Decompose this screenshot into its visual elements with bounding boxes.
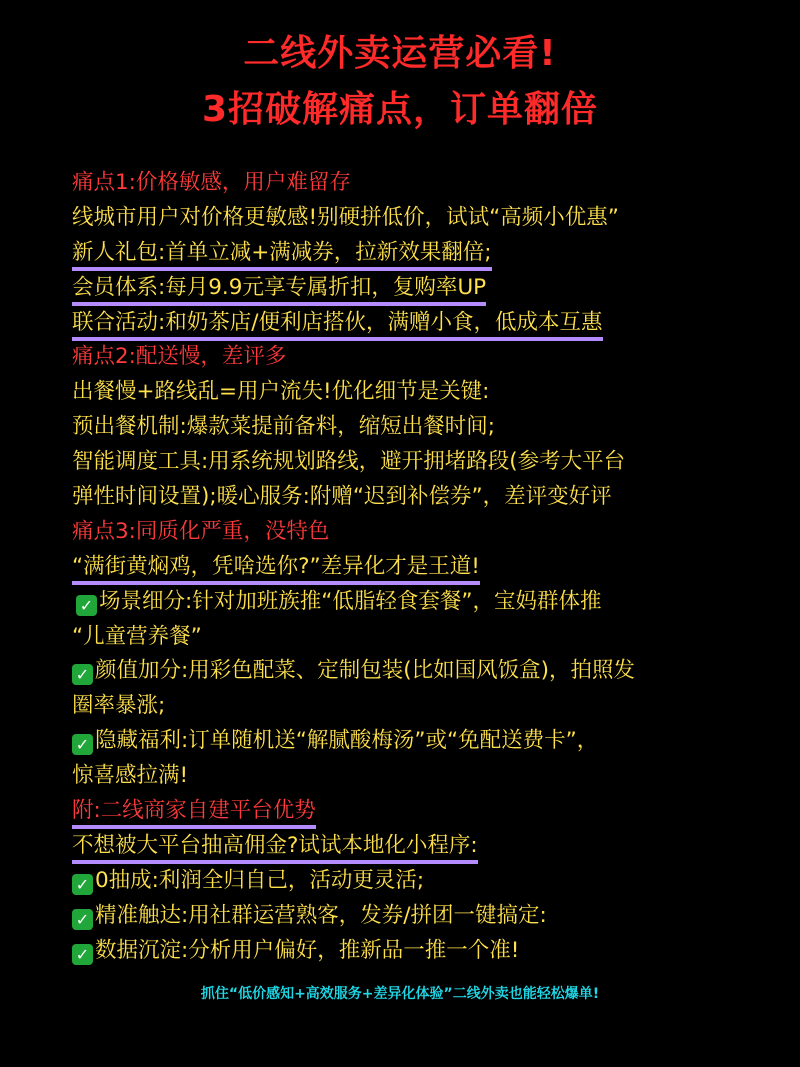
checklist-item: ✓ 隐藏福利:订单随机送“解腻酸梅汤”或“免配送费卡”， [72, 724, 792, 759]
body-line: 弹性时间设置);暖心服务:附赠“迟到补偿券”，差评变好评 [72, 484, 612, 510]
body-line: 线城市用户对价格更敏感!别硬拼低价，试试“高频小优惠” [72, 204, 619, 230]
checklist-item: ✓ 数据沉淀:分析用户偏好，推新品一推一个准! [72, 934, 792, 969]
body-line: “儿童营养餐” [72, 623, 202, 649]
body-line: 智能调度工具:用系统规划路线，避开拥堵路段(参考大平台 [72, 449, 626, 475]
footer-slogan: 抓住“低价感知+高效服务+差异化体验”二线外卖也能轻松爆单! [200, 986, 600, 1002]
pain-point-3-heading: 痛点3:同质化严重，没特色 [72, 518, 330, 544]
check-mark-icon: ✓ [72, 909, 93, 930]
body-line: 圈率暴涨; [72, 693, 166, 719]
check-mark-icon: ✓ [72, 664, 93, 685]
body-line: 预出餐机制:爆款菜提前备料，缩短出餐时间; [72, 414, 495, 440]
tip-joint-event: 联合活动:和奶茶店/便利店搭伙，满赠小食，低成本互惠 [72, 306, 792, 341]
tip-newcomer-package: 新人礼包:首单立减+满减券，拉新效果翻倍; [72, 236, 792, 271]
differentiation-quote: “满街黄焖鸡，凭啥选你?”差异化才是王道! [72, 550, 792, 585]
check-mark-icon: ✓ [72, 944, 93, 965]
checklist-item: ✓ 精准触达:用社群运营熟客，发券/拼团一键搞定: [72, 899, 792, 934]
content-body [72, 166, 792, 968]
check-mark-icon: ✓ [76, 595, 97, 616]
appendix-intro: 不想被大平台抽高佣金?试试本地化小程序: [72, 829, 792, 864]
title-line-2: 3招破解痛点，订单翻倍 [201, 89, 599, 130]
checklist-item: ✓ 颜值加分:用彩色配菜、定制包装(比如国风饭盒)，拍照发 [72, 654, 792, 689]
pain-point-2-heading: 痛点2:配送慢，差评多 [72, 344, 287, 370]
check-mark-icon: ✓ [72, 734, 93, 755]
appendix-heading: 附:二线商家自建平台优势 [72, 794, 792, 829]
pain-point-1-heading: 痛点1:价格敏感，用户难留存 [72, 170, 351, 195]
body-line: 出餐慢+路线乱=用户流失!优化细节是关键: [72, 379, 490, 405]
check-mark-icon: ✓ [72, 874, 93, 895]
body-line: 惊喜感拉满! [72, 763, 189, 789]
tip-membership: 会员体系:每月9.9元享专属折扣，复购率UP [72, 271, 792, 306]
checklist-item: ✓ 0抽成:利润全归自己，活动更灵活; [72, 864, 792, 899]
title-line-1: 二线外卖运营必看! [243, 33, 557, 74]
checklist-item: ✓ 场景细分:针对加班族推“低脂轻食套餐”，宝妈群体推 [72, 585, 792, 620]
